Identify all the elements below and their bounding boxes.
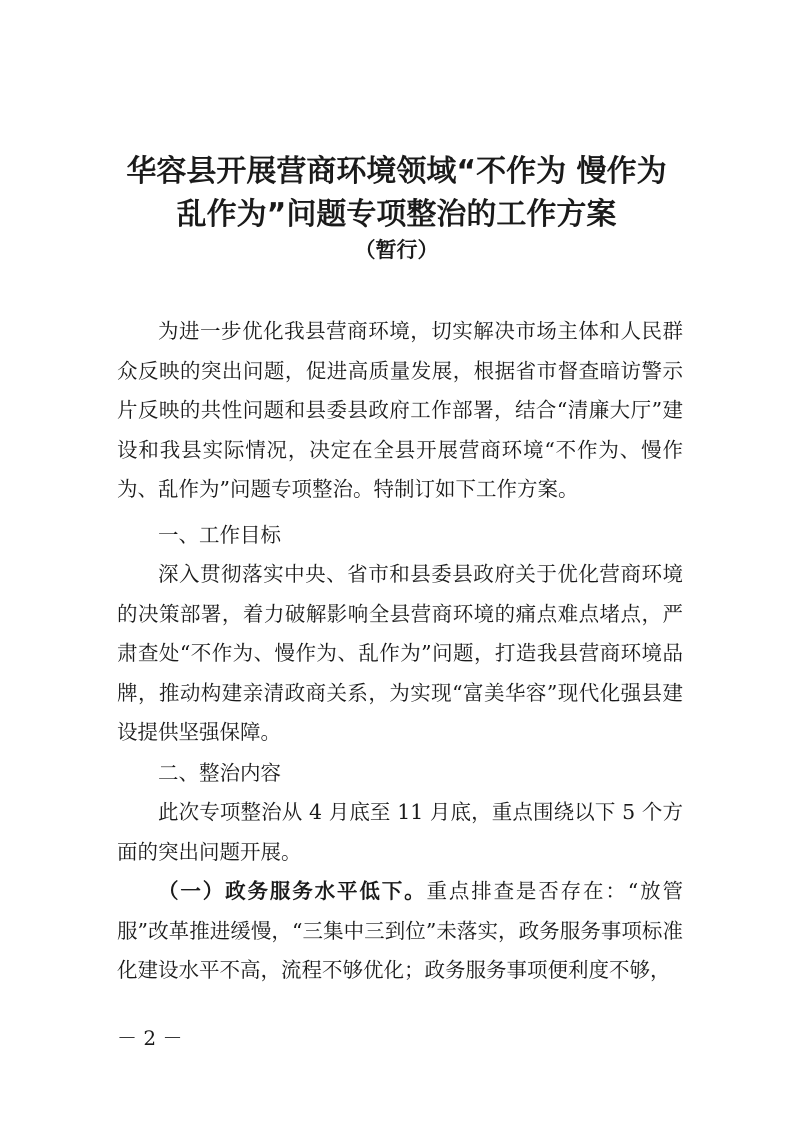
document-subtitle: （暂行） [354,238,439,262]
section-heading-rectification-content: 二、整治内容 [158,761,281,785]
page-number: － 2 － [117,1026,183,1050]
paragraph-lead-heading: （一）政务服务水平低下。 [158,879,427,903]
paragraph-body-text: 重点排查是否存在：“放管服”改革推进缓慢，“三集中三到位”未落实，政务服务事项标准化建设水平不高，流程不够优化；政务服务事项便利度不够， [117,879,684,982]
paragraph-work-goals: 深入贯彻落实中央、省市和县委县政府关于优化营商环境的决策部署，着力破解影响全县营商环境的痛点难点堵点，严肃查处“不作为、慢作为、乱作为”问题，打造我县营商环境品牌，推动构建亲清政商关系，为实现“富美华容”现代化强县建设提供坚强保障。 [117,562,683,744]
document-title-line-1: 华容县开展营商环境领域“不作为 慢作为 [126,154,667,189]
paragraph-rectification-scope: 此次专项整治从 4 月底至 11 月底，重点围绕以下 5 个方面的突出问题开展。 [117,800,683,864]
paragraph-government-service [117,872,683,991]
paragraph-introduction: 为进一步优化我县营商环境，切实解决市场主体和人民群众反映的突出问题，促进高质量发展，根据省市督查暗访警示片反映的共性问题和县委县政府工作部署，结合“清廉大厅”建设和我县实际情况，决定在全县开展营商环境“不作为、慢作为、乱作为”问题专项整治。特制订如下工作方案。 [117,319,683,501]
document-title-line-2: 乱作为”问题专项整治的工作方案 [176,197,617,232]
section-heading-work-goals: 一、工作目标 [158,523,281,547]
